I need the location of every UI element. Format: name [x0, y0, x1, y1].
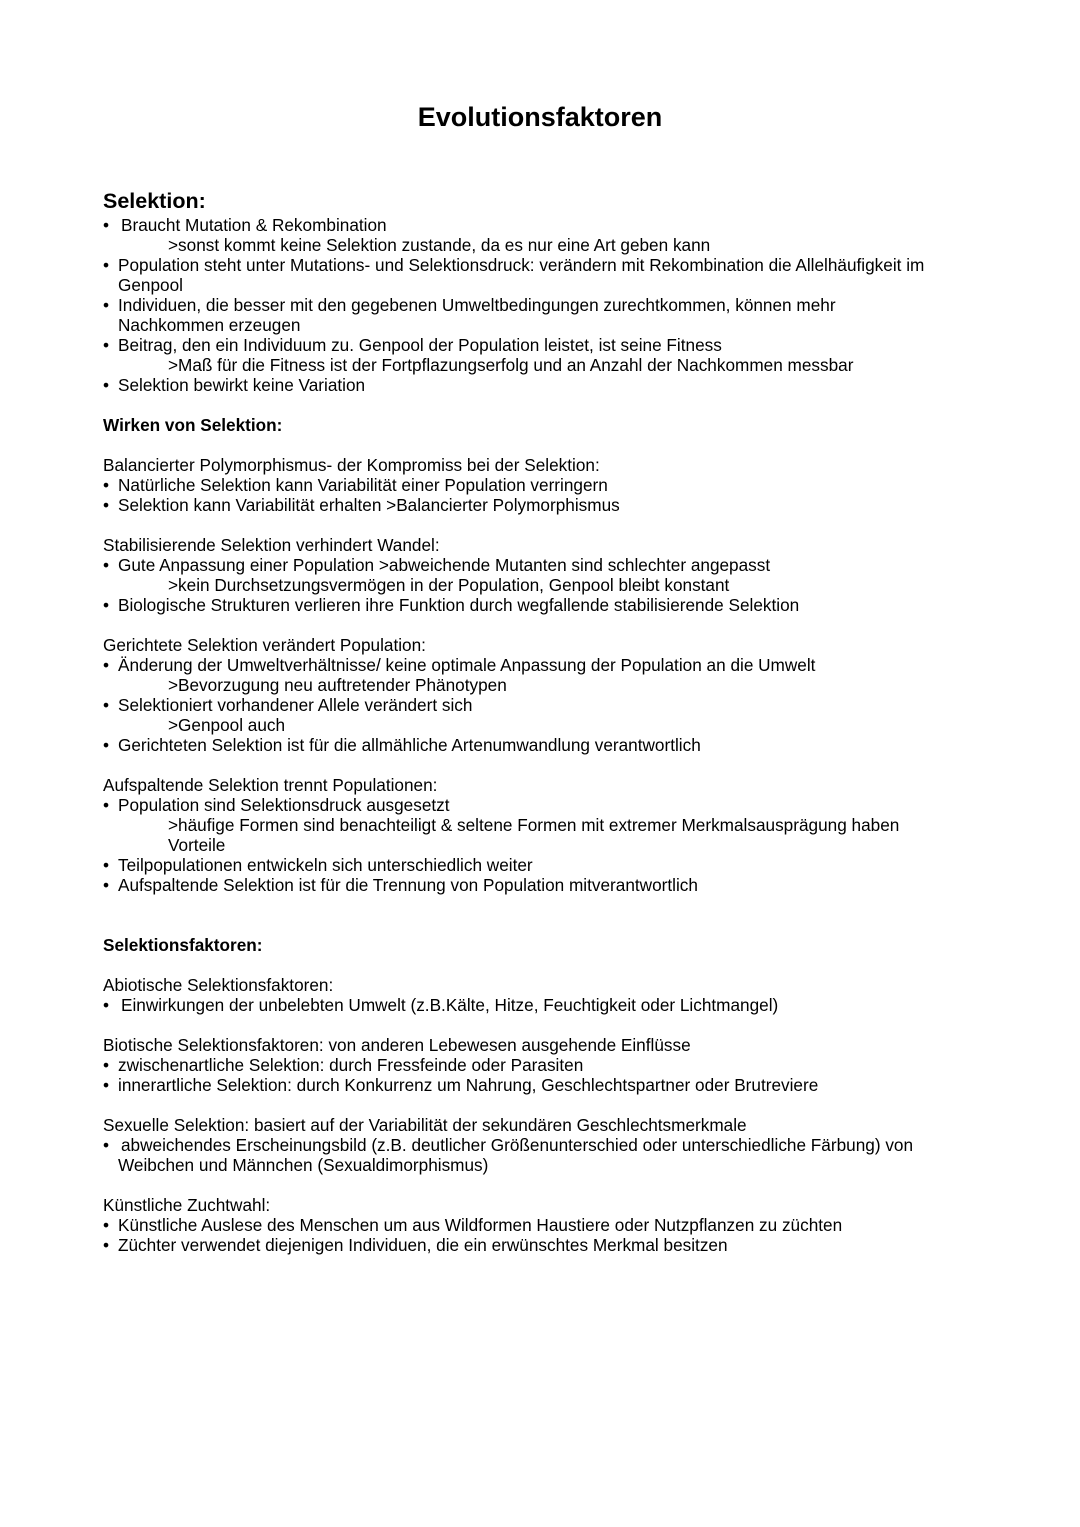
paragraph-intro: Gerichtete Selektion verändert Population:	[103, 635, 426, 655]
list-item: • Gute Anpassung einer Population >abweichende Mutanten sind schlechter angepasst	[103, 555, 771, 575]
list-item: • Braucht Mutation & Rekombination	[103, 215, 387, 235]
list-item: • Natürliche Selektion kann Variabilität einer Population verringern	[103, 475, 608, 495]
section-heading-selektion: Selektion:	[103, 189, 206, 213]
sub-note: >Genpool auch	[168, 715, 286, 735]
document-body	[103, 187, 983, 1255]
list-item-continuation: Weibchen und Männchen (Sexualdimorphismus)	[118, 1155, 489, 1175]
sub-note: >Bevorzugung neu auftretender Phänotypen	[168, 675, 507, 695]
paragraph-intro: Stabilisierende Selektion verhindert Wandel:	[103, 535, 440, 555]
paragraph-intro: Aufspaltende Selektion trennt Populationen:	[103, 775, 438, 795]
list-item: • Selektion kann Variabilität erhalten >Balancierter Polymorphismus	[103, 495, 620, 515]
sub-note: >sonst kommt keine Selektion zustande, da es nur eine Art geben kann	[168, 235, 711, 255]
section-heading-wirken: Wirken von Selektion:	[103, 415, 283, 435]
list-item: • Selektioniert vorhandener Allele verändert sich	[103, 695, 473, 715]
list-item: • Aufspaltende Selektion ist für die Trennung von Population mitverantwortlich	[103, 875, 698, 895]
list-item: • abweichendes Erscheinungsbild (z.B. deutlicher Größenunterschied oder unterschiedliche Färbung) von	[103, 1135, 914, 1155]
section-heading-selektionsfaktoren: Selektionsfaktoren:	[103, 935, 263, 955]
list-item: • Änderung der Umweltverhältnisse/ keine optimale Anpassung der Population an die Umwelt	[103, 655, 816, 675]
sub-note: >Maß für die Fitness ist der Fortpflazungserfolg und an Anzahl der Nachkommen messbar	[168, 355, 854, 375]
list-item: • zwischenartliche Selektion: durch Fressfeinde oder Parasiten	[103, 1055, 584, 1075]
list-item: • Individuen, die besser mit den gegebenen Umweltbedingungen zurechtkommen, können mehr	[103, 295, 836, 315]
paragraph-intro: Balancierter Polymorphismus- der Kompromiss bei der Selektion:	[103, 455, 600, 475]
list-item: • Züchter verwendet diejenigen Individuen, die ein erwünschtes Merkmal besitzen	[103, 1235, 728, 1255]
paragraph-intro: Sexuelle Selektion: basiert auf der Variabilität der sekundären Geschlechtsmerkmale	[103, 1115, 747, 1135]
paragraph-intro: Abiotische Selektionsfaktoren:	[103, 975, 334, 995]
list-item: • Einwirkungen der unbelebten Umwelt (z.B.Kälte, Hitze, Feuchtigkeit oder Lichtmangel)	[103, 995, 779, 1015]
list-item: • Gerichteten Selektion ist für die allmähliche Artenumwandlung verantwortlich	[103, 735, 701, 755]
sub-note: >kein Durchsetzungsvermögen in der Population, Genpool bleibt konstant	[168, 575, 730, 595]
sub-note-continuation: Vorteile	[168, 835, 226, 855]
list-item: • Population sind Selektionsdruck ausgesetzt	[103, 795, 450, 815]
paragraph-intro: Künstliche Zuchtwahl:	[103, 1195, 271, 1215]
list-item: • Biologische Strukturen verlieren ihre Funktion durch wegfallende stabilisierende Selektion	[103, 595, 800, 615]
list-item: • Teilpopulationen entwickeln sich unterschiedlich weiter	[103, 855, 533, 875]
list-item: • Beitrag, den ein Individuum zu. Genpool der Population leistet, ist seine Fitness	[103, 335, 722, 355]
list-item: • Künstliche Auslese des Menschen um aus Wildformen Haustiere oder Nutzpflanzen zu züchten	[103, 1215, 843, 1235]
page-title: Evolutionsfaktoren	[417, 102, 663, 132]
list-item: • Selektion bewirkt keine Variation	[103, 375, 366, 395]
paragraph-intro: Biotische Selektionsfaktoren: von anderen Lebewesen ausgehende Einflüsse	[103, 1035, 691, 1055]
list-item-continuation: Genpool	[118, 275, 183, 295]
list-item: • innerartliche Selektion: durch Konkurrenz um Nahrung, Geschlechtspartner oder Brutreviere	[103, 1075, 819, 1095]
list-item: • Population steht unter Mutations- und Selektionsdruck: verändern mit Rekombination die Allelhäufigkeit im	[103, 255, 925, 275]
sub-note: >häufige Formen sind benachteiligt & seltene Formen mit extremer Merkmalsausprägung haben	[168, 815, 900, 835]
list-item-continuation: Nachkommen erzeugen	[118, 315, 301, 335]
